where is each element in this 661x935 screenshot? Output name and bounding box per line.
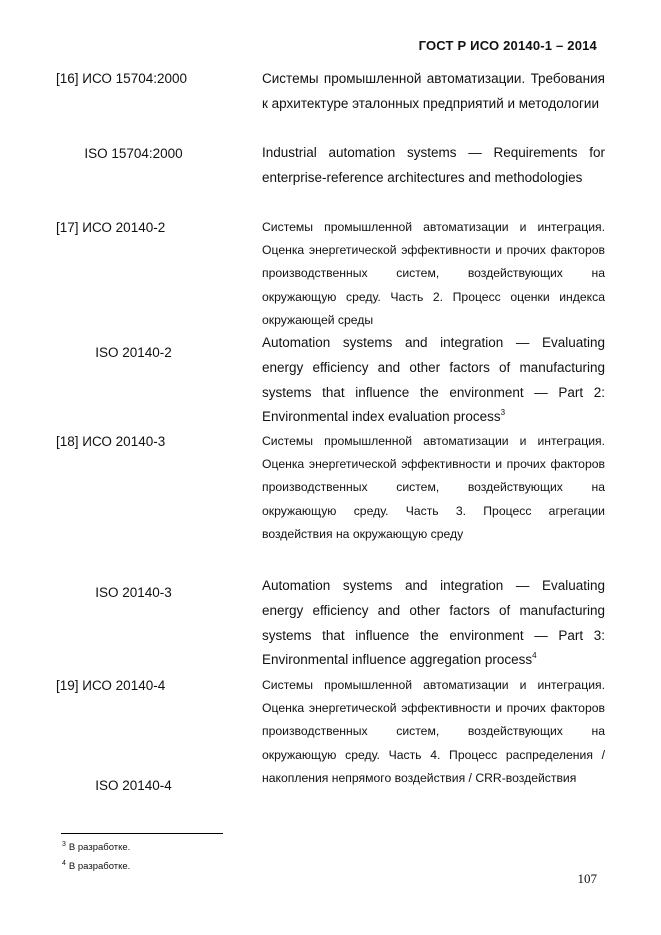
page-number: 107: [577, 871, 597, 886]
ref-ru-17: [17] ИСО 20140-2: [56, 220, 166, 235]
ref-ru-text-19: Системы промышленной автоматизации и интеграция. Оценка энергетической эффективности и прочих факторов производственных систем, воздействующих на окружающую среду. Часть 4. Процесс распределения / накопления непрямого воздействия / CRR-воздействия: [262, 678, 605, 785]
ref-ru-18: [18] ИСО 20140-3: [56, 434, 166, 449]
footnote-4: [62, 861, 130, 872]
ref-en-text-17-body: Automation systems and integration — Evaluating energy efficiency and other factors of manufacturing systems that influence the environment — Part 2: Environmental index evaluation process: [262, 335, 605, 425]
ref-en-19: ISO 20140-4: [95, 778, 172, 793]
footnote-3: [62, 842, 130, 853]
footnote-4-mark: 4: [62, 860, 66, 867]
ref-ru-19: [19] ИСО 20140-4: [56, 678, 166, 693]
ref-ru-16: [16] ИСО 15704:2000: [56, 71, 187, 86]
footnote-marker-4: 4: [532, 651, 537, 661]
ref-en-text-17: [262, 331, 605, 430]
ref-ru-text-16: Системы промышленной автоматизации. Требования к архитектуре эталонных предприятий и методологии: [262, 71, 605, 111]
ref-ru-text-18-body: Системы промышленной автоматизации и интеграция. Оценка энергетической эффективности и прочих факторов производственных систем, воздействующих на окружающую среду. Часть 3. Процесс агрегации воздействия на окружающую среду: [262, 434, 605, 541]
ref-ru-text-18: [262, 430, 605, 546]
footnote-3-mark: 3: [62, 841, 66, 848]
ref-en-17: ISO 20140-2: [95, 345, 172, 360]
footnote-separator: [61, 833, 223, 834]
ref-en-text-18-body: Automation systems and integration — Evaluating energy efficiency and other factors of manufacturing systems that influence the environment — Part 3: Environmental influence aggregation process: [262, 578, 605, 668]
document-header: ГОСТ Р ИСО 20140-1 – 2014: [418, 38, 597, 53]
footnote-marker-3: 3: [500, 408, 506, 418]
ref-en-16: ISO 15704:2000: [84, 146, 183, 161]
ref-en-18: ISO 20140-3: [95, 585, 172, 600]
ref-en-text-16: Industrial automation systems — Requirements for enterprise-reference architectures and methodologies: [262, 145, 605, 185]
ref-en-text-18: [262, 574, 605, 673]
footnote-4-text: В разработке.: [68, 861, 131, 872]
ref-ru-text-17: Системы промышленной автоматизации и интеграция. Оценка энергетической эффективности и прочих факторов производственных систем, воздействующих на окружающую среду. Часть 2. Процесс оценки индекса окружающей среды: [262, 220, 605, 327]
footnote-3-text: В разработке.: [68, 842, 131, 853]
